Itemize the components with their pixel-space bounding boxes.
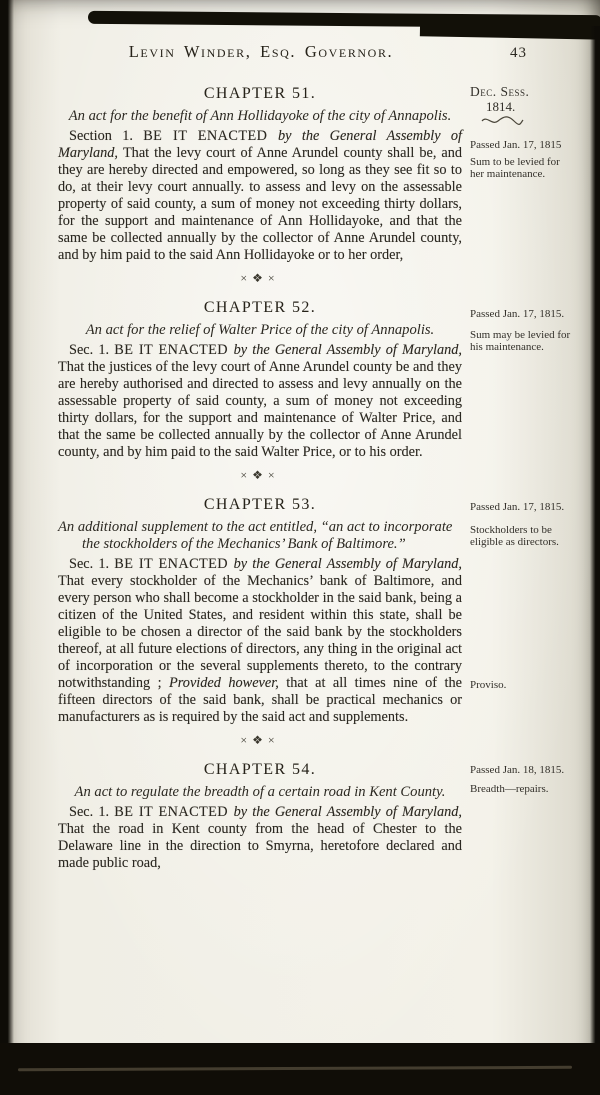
scan-edge-left bbox=[0, 0, 14, 1095]
text-segment: BE IT ENACTED bbox=[143, 128, 279, 144]
text-segment: That the levy court of Anne Arundel county shall be, and they are hereby directed and empowered, so long as they see fit so to do, at their levy court annually. to assess and levy on the assessable property of said county, a sum of money not exceeding thirty dollars, for the support and maintenance of Ann Hollidayoke, and that the same be collected annually by the collector of Anne Arundel county, and by him paid to the said Ann Hollidayoke or to her order, bbox=[58, 145, 462, 263]
chapter-title: An additional supplement to the act entitled, “an act to incorporate the stockholders of the Mechanics’ Bank of Baltimore.” bbox=[58, 519, 453, 552]
running-header bbox=[0, 42, 600, 64]
chapter-52-margin-notes bbox=[470, 286, 588, 483]
chapter-51-main bbox=[58, 72, 462, 286]
text-segment: Sec. 1. bbox=[69, 342, 115, 358]
margin-note: Stockholders to be eligible as directors. bbox=[470, 523, 559, 549]
chapter-title: An act for the relief of Walter Price of the city of Annapolis. bbox=[85, 322, 435, 338]
squiggle-ornament bbox=[480, 116, 524, 125]
chapter-52-main bbox=[58, 286, 462, 483]
text-segment: by the General Assembly of Maryland, bbox=[233, 804, 462, 820]
text-segment: BE IT ENACTED bbox=[114, 342, 234, 358]
chapter-body bbox=[58, 804, 462, 872]
separator-ornament: ×❖× bbox=[240, 733, 280, 747]
scan-edge-top-right bbox=[420, 17, 600, 40]
chapter-51-margin-notes bbox=[470, 72, 588, 286]
text-segment: Sec. 1. bbox=[69, 556, 115, 572]
text-segment: BE IT ENACTED bbox=[114, 804, 234, 820]
margin-note-passed: Passed Jan. 17, 1815. bbox=[470, 308, 565, 320]
chapter-body bbox=[58, 342, 462, 461]
chapter-54-main bbox=[58, 748, 462, 872]
margin-note-proviso: Proviso. bbox=[470, 678, 507, 691]
chapter-53-main bbox=[58, 483, 462, 748]
chapter-body bbox=[58, 128, 462, 264]
text-segment: That the justices of the levy court of Anne Arundel county be and they are hereby authorised and directed to assess and levy annually on the assessable property of said county, a sum of money not exceeding thirty dollars, for the support and maintenance of Walter Price, and that the same be collected annually by the collector of Anne Arundel county, and by him paid to the said Walter Price, or to his order. bbox=[58, 359, 462, 460]
page-content bbox=[0, 72, 600, 872]
text-segment: by the General Assembly of Maryland, bbox=[58, 128, 462, 161]
running-title: Levin Winder, Esq. Governor. bbox=[128, 42, 394, 61]
chapter-body bbox=[58, 556, 462, 726]
margin-note: Breadth—repairs. bbox=[470, 782, 549, 795]
margin-note-passed: Passed Jan. 17, 1815 bbox=[470, 139, 562, 151]
text-segment: Section 1. bbox=[69, 128, 144, 144]
chapter-title: An act to regulate the breadth of a certain road in Kent County. bbox=[74, 784, 446, 800]
text-segment: that at all times nine of the fifteen directors of the said bank, shall be practical mechanics or manufacturers as is required by the said act and supplements. bbox=[58, 675, 462, 725]
margin-note: Sum to be levied for her maintenance. bbox=[470, 155, 560, 181]
separator-ornament: ×❖× bbox=[240, 468, 280, 482]
text-segment: BE IT ENACTED bbox=[114, 556, 234, 572]
margin-note-passed: Passed Jan. 18, 1815. bbox=[470, 764, 565, 776]
text-segment: That every stockholder of the Mechanics’ bank of Baltimore, and every person who shall become a stockholder in the said bank, being a citizen of the United States, and resident within this state, shall be eligible to be chosen a director of the said bank by the stockholders thereof, at all future elections of directors, any thing in the original act of incorporation or the several supplements thereto, to the contrary notwithstanding ; bbox=[58, 573, 462, 691]
text-segment: by the General Assembly of Maryland, bbox=[233, 556, 462, 572]
scan-edge-bottom bbox=[0, 1043, 600, 1095]
chapter-heading: CHAPTER 51. bbox=[203, 85, 317, 102]
chapter-title: An act for the benefit of Ann Hollidayoke of the city of Annapolis. bbox=[68, 108, 452, 124]
text-segment: Provided however, bbox=[169, 675, 287, 691]
page-number: 43 bbox=[510, 45, 527, 61]
chapter-heading: CHAPTER 53. bbox=[203, 496, 317, 513]
chapter-54-margin-notes bbox=[470, 748, 588, 872]
separator-ornament: ×❖× bbox=[240, 271, 280, 285]
scan-edge-right bbox=[590, 26, 600, 1095]
margin-note-passed: Passed Jan. 17, 1815. bbox=[470, 501, 565, 513]
text-segment: by the General Assembly of Maryland, bbox=[233, 342, 462, 358]
text-segment: Sec. 1. bbox=[69, 804, 115, 820]
chapter-heading: CHAPTER 52. bbox=[203, 299, 317, 316]
text-segment: That the road in Kent county from the head of Chester to the Delaware line in the direction to Smyrna, heretofore declared and made public road, bbox=[58, 821, 462, 871]
session-note: Dec. Sess. bbox=[470, 84, 530, 99]
session-year: 1814. bbox=[486, 99, 516, 114]
margin-note: Sum may be levied for his maintenance. bbox=[470, 328, 571, 354]
chapter-heading: CHAPTER 54. bbox=[203, 761, 317, 778]
chapter-53-margin-notes bbox=[470, 483, 588, 748]
